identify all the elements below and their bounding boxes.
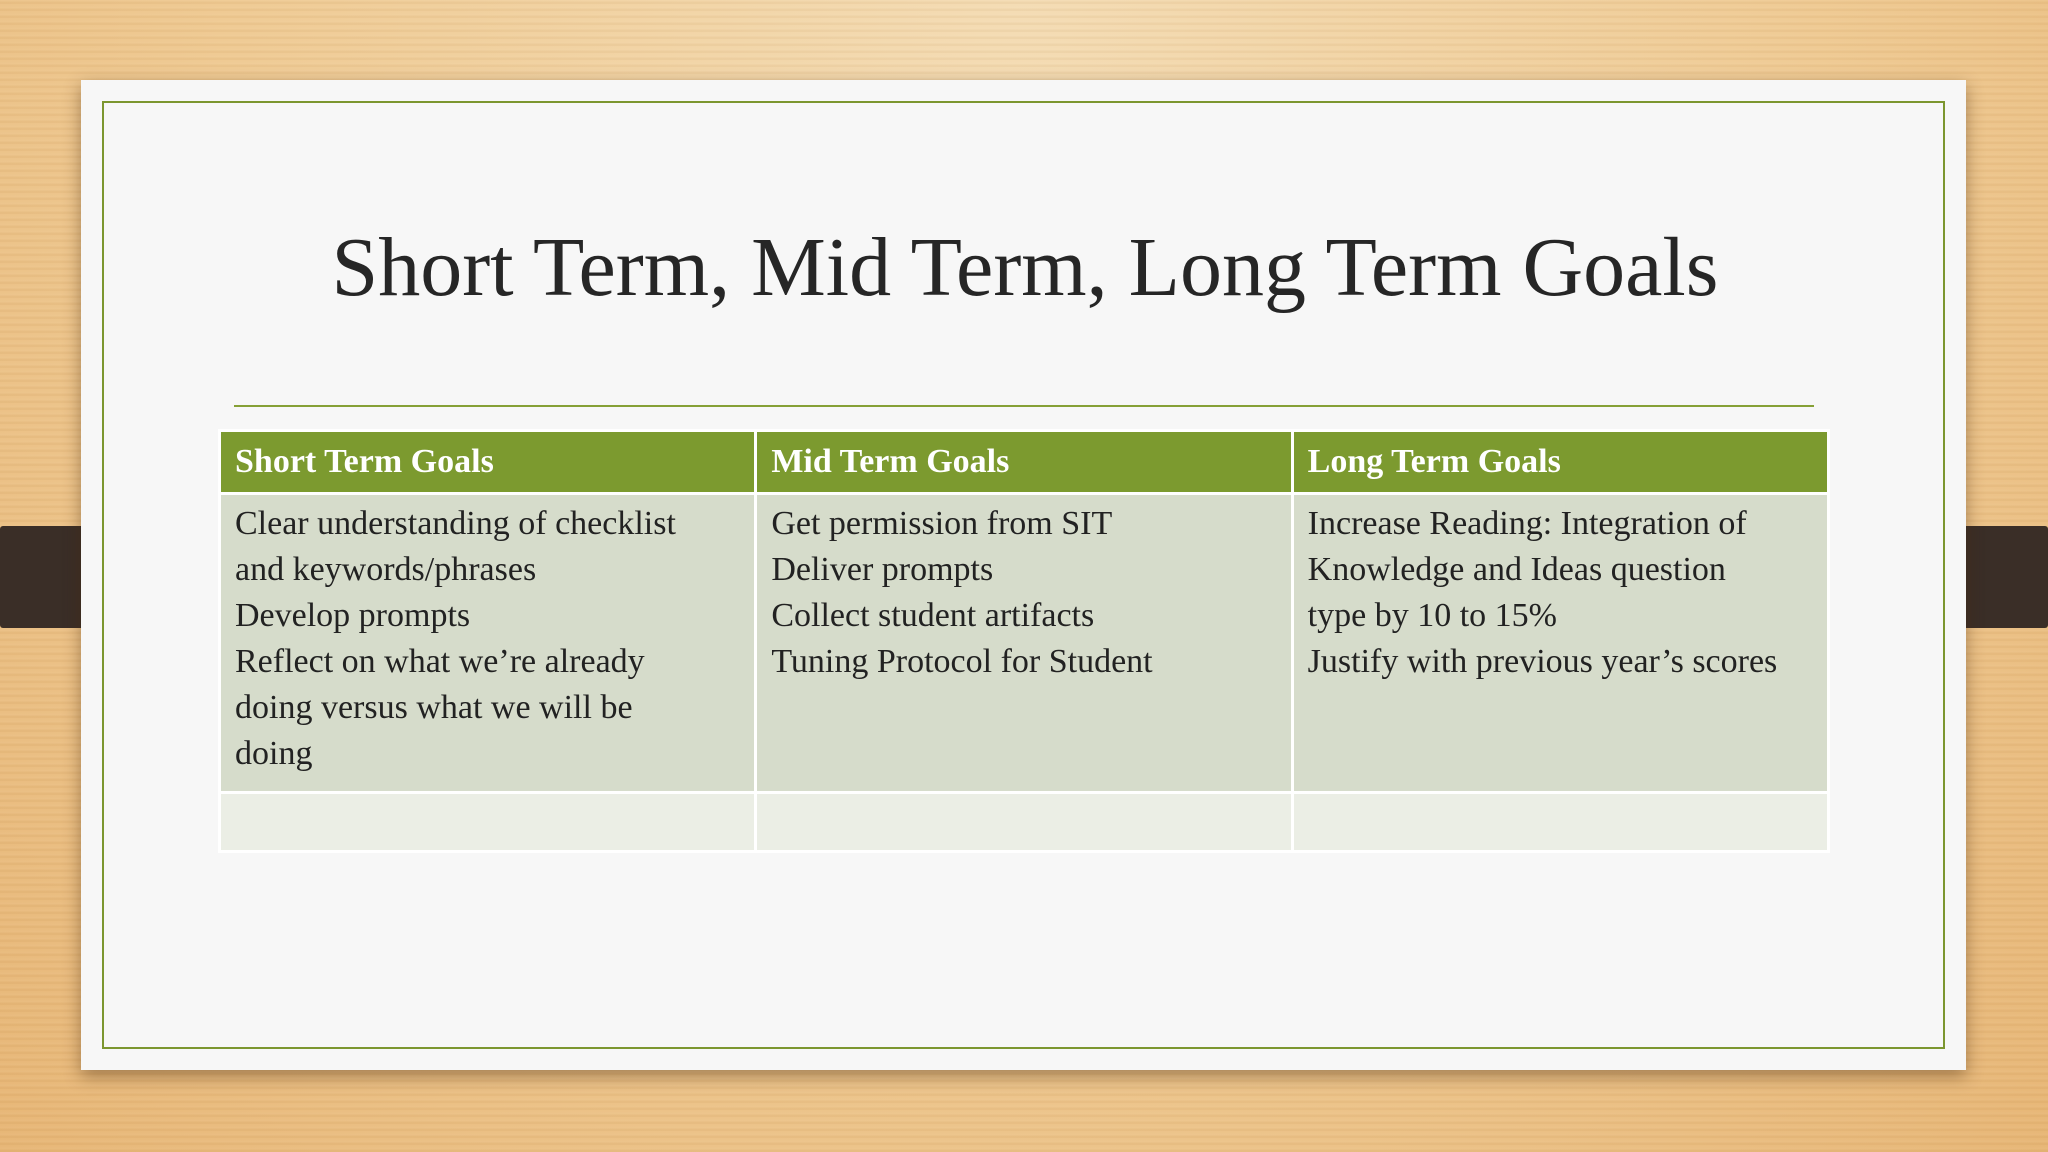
short-term-cell [220, 494, 756, 793]
mid-term-line: Collect student artifacts [771, 597, 1095, 634]
long-term-line: Justify with previous year’s scores [1307, 643, 1778, 680]
header-long-term: Long Term Goals [1292, 431, 1828, 494]
long-term-line: type by 10 to 15% [1307, 597, 1557, 634]
mid-term-line: Tuning Protocol for Student [771, 643, 1153, 680]
header-short-term: Short Term Goals [220, 431, 756, 494]
short-term-line: and keywords/phrases [235, 551, 537, 588]
mid-term-cell [756, 494, 1292, 793]
short-term-line: Reflect on what we’re already [235, 643, 645, 680]
title-divider [234, 405, 1814, 407]
mid-term-line: Deliver prompts [771, 551, 994, 588]
table-row-empty [220, 793, 1829, 852]
header-mid-term: Mid Term Goals [756, 431, 1292, 494]
empty-cell [220, 793, 756, 852]
short-term-line: Develop prompts [235, 597, 471, 634]
long-term-line: Increase Reading: Integration of [1307, 505, 1747, 542]
short-term-line: Clear understanding of checklist [235, 505, 676, 542]
slide-title: Short Term, Mid Term, Long Term Goals [331, 221, 1719, 314]
empty-cell [1292, 793, 1828, 852]
short-term-line: doing [235, 735, 313, 772]
empty-cell [756, 793, 1292, 852]
short-term-line: doing versus what we will be [235, 689, 633, 726]
long-term-line: Knowledge and Ideas question [1307, 551, 1726, 588]
goals-table [218, 429, 1830, 853]
long-term-cell [1292, 494, 1828, 793]
table-row [220, 494, 1829, 793]
table-header-row [220, 431, 1829, 494]
mid-term-line: Get permission from SIT [771, 505, 1113, 542]
